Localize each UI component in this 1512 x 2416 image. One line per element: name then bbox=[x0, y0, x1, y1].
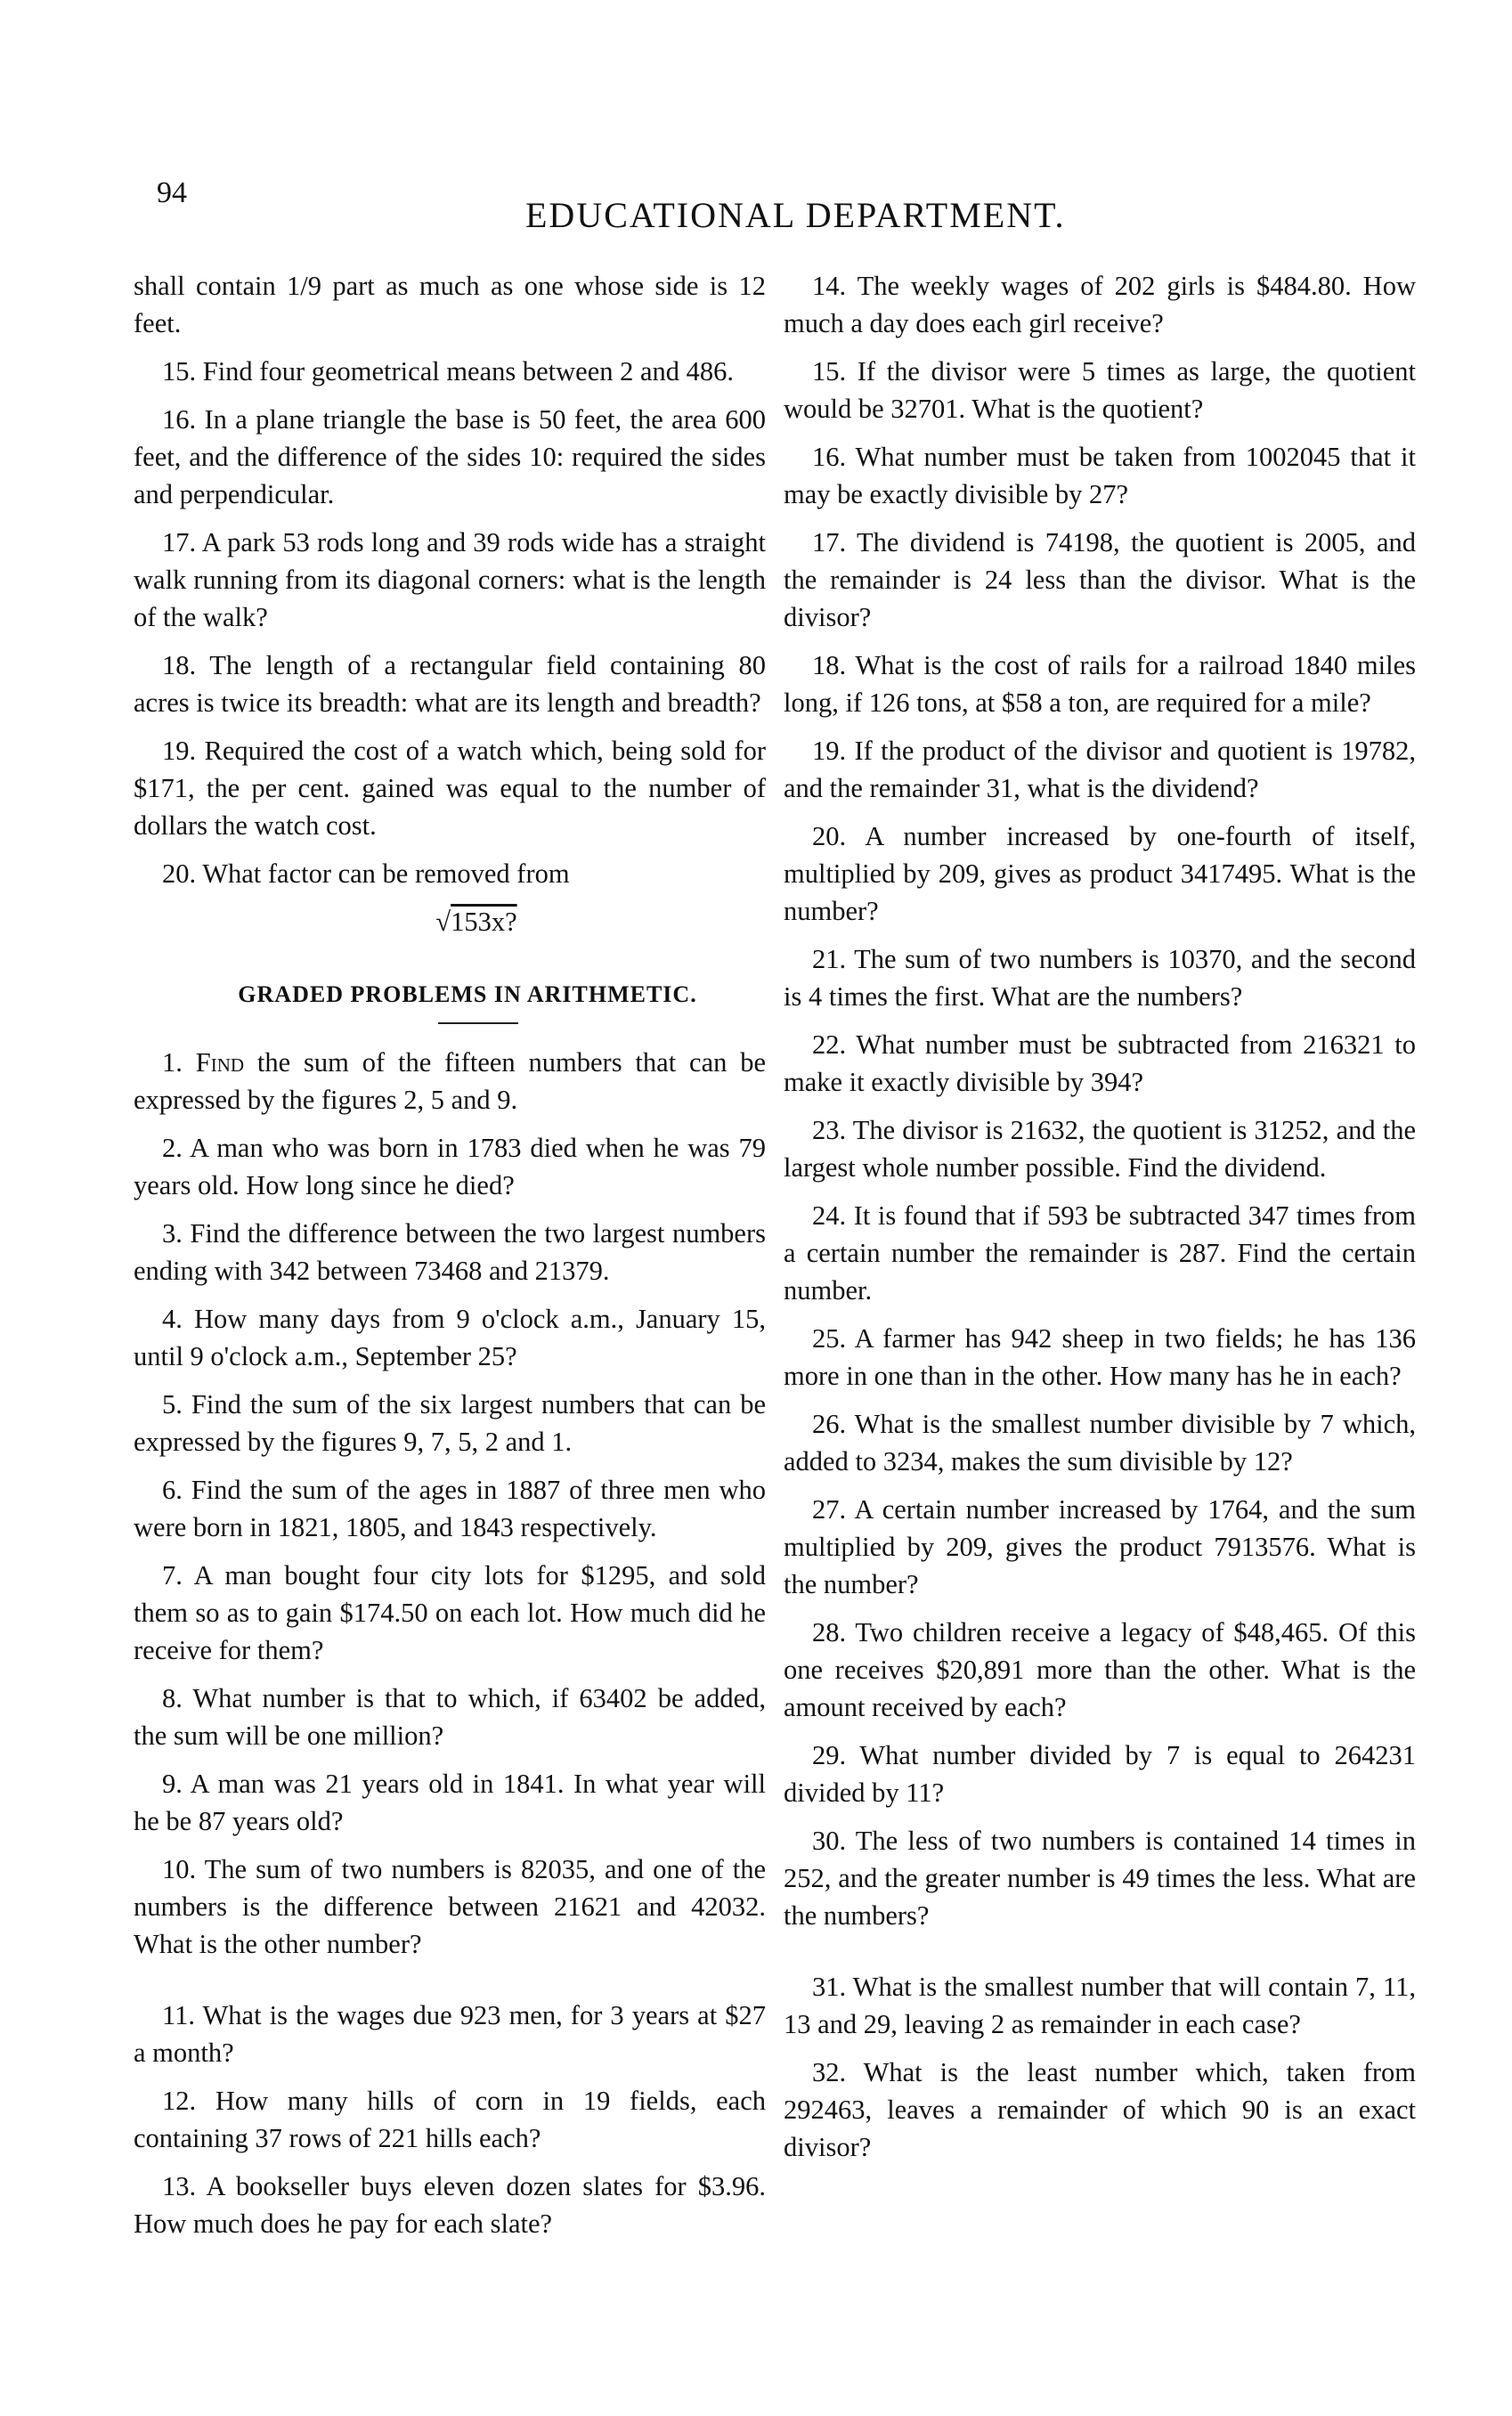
graded-problem-19: 19. If the product of the divisor and quotient is 19782, and the remainder 31, what is the dividend? bbox=[784, 736, 1416, 803]
page-number: 94 bbox=[157, 176, 187, 209]
graded-problem-20: 20. A number increased by one-fourth of itself, multiplied by 209, gives as product 3417495. What is the number? bbox=[784, 821, 1416, 926]
left-column bbox=[134, 267, 766, 2253]
graded-problem-3: 3. Find the difference between the two largest numbers ending with 342 between 73468 and 21379. bbox=[134, 1218, 766, 1286]
graded-problem-22: 22. What number must be subtracted from 216321 to make it exactly divisible by 394? bbox=[784, 1029, 1416, 1097]
radical-body: 153x? bbox=[451, 907, 517, 937]
graded-problem-26: 26. What is the smallest number divisible by 7 which, added to 3234, makes the sum divisible by 12? bbox=[784, 1409, 1416, 1476]
graded-problem-32: 32. What is the least number which, taken from 292463, leaves a remainder of which 90 is an exact divisor? bbox=[784, 2057, 1416, 2162]
graded-problem-5: 5. Find the sum of the six largest numbers that can be expressed by the figures 9, 7, 5, 2 and 1. bbox=[134, 1389, 766, 1457]
graded-problem-7: 7. A man bought four city lots for $1295, and sold them so as to gain $174.50 on each lot. How much did he receive for them? bbox=[134, 1560, 766, 1665]
graded-problem-25: 25. A farmer has 942 sheep in two fields; he has 136 more in one than in the other. How many has he in each? bbox=[784, 1323, 1416, 1391]
graded-problem-30: 30. The less of two numbers is contained 14 times in 252, and the greater number is 49 times the less. What are the numbers? bbox=[784, 1826, 1416, 1931]
graded-problem-2: 2. A man who was born in 1783 died when he was 79 years old. How long since he died? bbox=[134, 1133, 766, 1200]
section-title: GRADED PROBLEMS IN ARITHMETIC. bbox=[238, 981, 697, 1007]
continued-problem-text: shall contain 1/9 part as much as one whose side is 12 feet. bbox=[134, 271, 766, 338]
problem-19: 19. Required the cost of a watch which, being sold for $171, the per cent. gained was equal to the number of dollars the watch cost. bbox=[134, 736, 766, 841]
right-column bbox=[784, 267, 1416, 2176]
graded-problem-31: 31. What is the smallest number that will contain 7, 11, 13 and 29, leaving 2 as remainder in each case? bbox=[784, 1972, 1416, 2039]
graded-problem-1 bbox=[134, 1044, 766, 1119]
graded-problem-23: 23. The divisor is 21632, the quotient is 31252, and the largest whole number possible. Find the dividend. bbox=[784, 1115, 1416, 1183]
graded-problem-29: 29. What number divided by 7 is equal to 264231 divided by 11? bbox=[784, 1740, 1416, 1808]
problem-lead-word: Find bbox=[195, 1047, 245, 1078]
problem-18: 18. The length of a rectangular field containing 80 acres is twice its breadth: what are its length and breadth? bbox=[134, 650, 766, 718]
graded-problem-10: 10. The sum of two numbers is 82035, and one of the numbers is the difference between 21621 and 42032. What is the other number? bbox=[134, 1854, 766, 1959]
graded-problem-16: 16. What number must be taken from 1002045 that it may be exactly divisible by 27? bbox=[784, 442, 1416, 509]
problem-number: 1. bbox=[162, 1047, 183, 1078]
graded-problem-17: 17. The dividend is 74198, the quotient is 2005, and the remainder is 24 less than the divisor. What is the divisor? bbox=[784, 527, 1416, 632]
graded-problem-27: 27. A certain number increased by 1764, and the sum multiplied by 209, gives the product 7913576. What is the number? bbox=[784, 1494, 1416, 1599]
problem-20: 20. What factor can be removed from bbox=[162, 858, 570, 889]
problem-16: 16. In a plane triangle the base is 50 feet, the area 600 feet, and the difference of the sides 10: required the sides and perpendicular. bbox=[134, 404, 766, 509]
graded-problem-13: 13. A bookseller buys eleven dozen slates for $3.96. How much does he pay for each slate? bbox=[134, 2171, 766, 2239]
problem-15: 15. Find four geometrical means between 2 and 486. bbox=[162, 356, 735, 386]
graded-problem-28: 28. Two children receive a legacy of $48,465. Of this one receives $20,891 more than the other. What is the amount received by each? bbox=[784, 1617, 1416, 1722]
graded-problem-14: 14. The weekly wages of 202 girls is $484.80. How much a day does each girl receive? bbox=[784, 271, 1416, 338]
graded-problem-11: 11. What is the wages due 923 men, for 3 years at $27 a month? bbox=[134, 2000, 766, 2068]
graded-problem-15: 15. If the divisor were 5 times as large, the quotient would be 32701. What is the quotient? bbox=[784, 356, 1416, 424]
column-spacer bbox=[134, 1973, 766, 1997]
radical-sign: √ bbox=[435, 907, 451, 937]
graded-problem-12: 12. How many hills of corn in 19 fields, each containing 37 rows of 221 hills each? bbox=[134, 2086, 766, 2153]
graded-problem-21: 21. The sum of two numbers is 10370, and the second is 4 times the first. What are the numbers? bbox=[784, 944, 1416, 1012]
running-head: EDUCATIONAL DEPARTMENT. bbox=[525, 195, 1066, 235]
graded-problem-8: 8. What number is that to which, if 63402 be added, the sum will be one million? bbox=[134, 1683, 766, 1751]
radical-expression bbox=[134, 903, 766, 940]
graded-problem-4: 4. How many days from 9 o'clock a.m., January 15, until 9 o'clock a.m., September 25? bbox=[134, 1304, 766, 1371]
problem-text: the sum of the fifteen numbers that can be expressed by the figures 2, 5 and 9. bbox=[134, 1047, 766, 1115]
section-rule bbox=[438, 1022, 518, 1024]
graded-problem-24: 24. It is found that if 593 be subtracted 347 times from a certain number the remainder is 287. Find the certain number. bbox=[784, 1200, 1416, 1306]
graded-problem-18: 18. What is the cost of rails for a railroad 1840 miles long, if 126 tons, at $58 a ton, are required for a mile? bbox=[784, 650, 1416, 718]
graded-problem-9: 9. A man was 21 years old in 1841. In what year will he be 87 years old? bbox=[134, 1769, 766, 1836]
graded-problem-6: 6. Find the sum of the ages in 1887 of three men who were born in 1821, 1805, and 1843 respectively. bbox=[134, 1475, 766, 1542]
column-spacer bbox=[784, 1945, 1416, 1968]
problem-17: 17. A park 53 rods long and 39 rods wide has a straight walk running from its diagonal corners: what is the length of the walk? bbox=[134, 527, 766, 632]
